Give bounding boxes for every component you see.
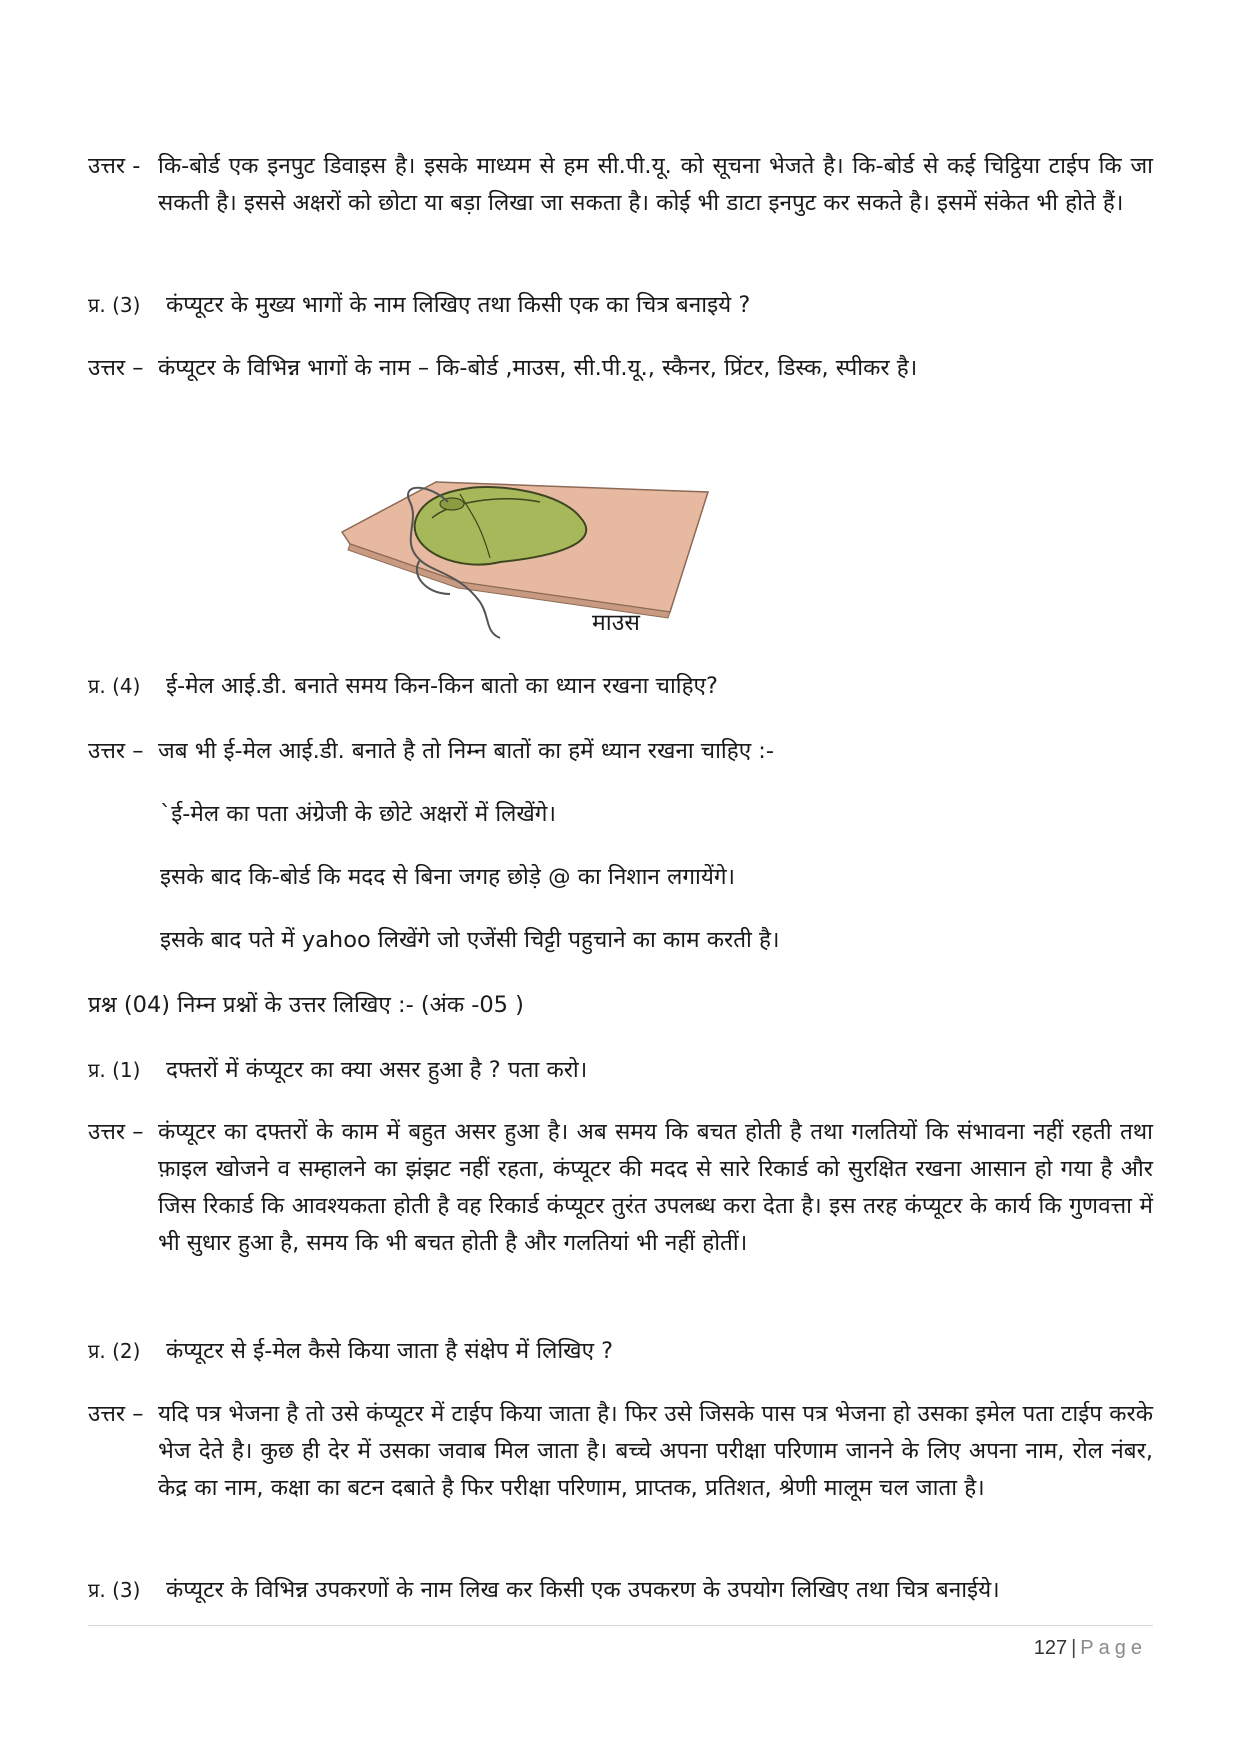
question-4-email (88, 668, 1153, 705)
question-text: कंप्यूटर से ई-मेल कैसे किया जाता है संक्षेप में लिखिए ? (166, 1338, 614, 1364)
answer-send-email (88, 1396, 1153, 1507)
question-3-parts (88, 287, 1153, 324)
answer-email (88, 733, 1153, 770)
answer-keyboard (88, 148, 1153, 222)
email-point: इसके बाद कि-बोर्ड कि मदद से बिना जगह छोड़े @ का निशान लगायेंगे। (160, 864, 736, 890)
figure-caption: माउस (592, 610, 640, 636)
page-word: Page (1080, 1637, 1147, 1659)
question-text: कंप्यूटर के विभिन्न उपकरणों के नाम लिख कर किसी एक उपकरण के उपयोग लिखिए तथा चित्र बनाईये। (166, 1577, 1000, 1603)
answer-text: यदि पत्र भेजना है तो उसे कंप्यूटर में टाईप किया जाता है। फिर उसे जिसके पास पत्र भेजना हो उसका इमेल पता टाईप करके भेज देते है। कुछ ही देर में उसका जवाब मिल जाता है। बच्चे अपना परीक्षा परिणाम जानने के लिए अपना नाम, रोल नंबर, केद्र का नाम, कक्षा का बटन दबाते है फिर परीक्षा परिणाम, प्राप्तक, प्रतिशत, श्रेणी मालूम चल जाता है। (158, 1401, 1153, 1501)
answer-label: उत्तर – (88, 355, 144, 381)
footer-separator: | (1071, 1637, 1077, 1659)
answer-label: उत्तर – (88, 738, 144, 764)
email-point: `ई-मेल का पता अंग्रेजी के छोटे अक्षरों में लिखेंगे। (160, 801, 556, 827)
question-label: प्र. (4) (88, 674, 141, 698)
question-1-offices (88, 1052, 1153, 1089)
answer-text: कंप्यूटर का दफ्तरों के काम में बहुत असर हुआ है। अब समय कि बचत होती है तथा गलतियों कि संभावना नहीं रहती तथा फ़ाइल खोजने व सम्हालने का झंझट नहीं रहता, कंप्यूटर की मदद से सारे रिकार्ड को सुरक्षित रखना आसान हो गया है और जिस रिकार्ड कि आवश्यकता होती है वह रिकार्ड कंप्यूटर तुरंत उपलब्ध करा देता है। इस तरह कंप्यूटर के कार्य कि गुणवत्ता में भी सुधार हुआ है, समय कि भी बचत होती है और गलतियां भी नहीं होतीं। (158, 1119, 1153, 1256)
page-number: 127 (1033, 1637, 1068, 1659)
email-point: इसके बाद पते में yahoo लिखेंगे जो एजेंसी चिट्टी पहुचाने का काम करती है। (160, 927, 780, 953)
answer-text: कि-बोर्ड एक इनपुट डिवाइस है। इसके माध्यम से हम सी.पी.यू. को सूचना भेजते है। कि-बोर्ड से कई चिट्ठिया टाईप कि जा सकती है। इससे अक्षरों को छोटा या बड़ा लिखा जा सकता है। कोई भी डाटा इनपुट कर सकते है। इसमें संकेत भी होते हैं। (158, 153, 1153, 216)
answer-text: कंप्यूटर के विभिन्न भागों के नाम – कि-बोर्ड ,माउस, सी.पी.यू., स्कैनर, प्रिंटर, डिस्क, स्पीकर है। (158, 355, 918, 381)
question-label: प्र. (1) (88, 1058, 141, 1082)
question-text: ई-मेल आई.डी. बनाते समय किन-किन बातो का ध्यान रखना चाहिए? (166, 673, 718, 699)
question-label: प्र. (3) (88, 1578, 141, 1602)
question-label: प्र. (3) (88, 293, 141, 317)
question-label: प्र. (2) (88, 1339, 141, 1363)
answer-label: उत्तर – (88, 1119, 144, 1145)
mouse-illustration (340, 462, 712, 642)
answer-text: जब भी ई-मेल आई.डी. बनाते है तो निम्न बातों का हमें ध्यान रखना चाहिए :- (158, 738, 774, 764)
answer-offices (88, 1114, 1153, 1262)
section-heading-text: प्रश्न (04) निम्न प्रश्नों के उत्तर लिखिए :- (अंक -05 ) (88, 992, 524, 1018)
question-text: दफ्तरों में कंप्यूटर का क्या असर हुआ है ? पता करो। (166, 1057, 588, 1083)
question-text: कंप्यूटर के मुख्य भागों के नाम लिखिए तथा किसी एक का चित्र बनाइये ? (166, 292, 751, 318)
answer-parts (88, 350, 1153, 387)
question-2-email (88, 1333, 1153, 1370)
footer-divider (88, 1625, 1153, 1626)
page-footer (1034, 1633, 1147, 1663)
section-heading (88, 987, 1153, 1024)
question-3-devices (88, 1572, 1153, 1609)
answer-label: उत्तर - (88, 153, 141, 179)
answer-label: उत्तर – (88, 1401, 144, 1427)
